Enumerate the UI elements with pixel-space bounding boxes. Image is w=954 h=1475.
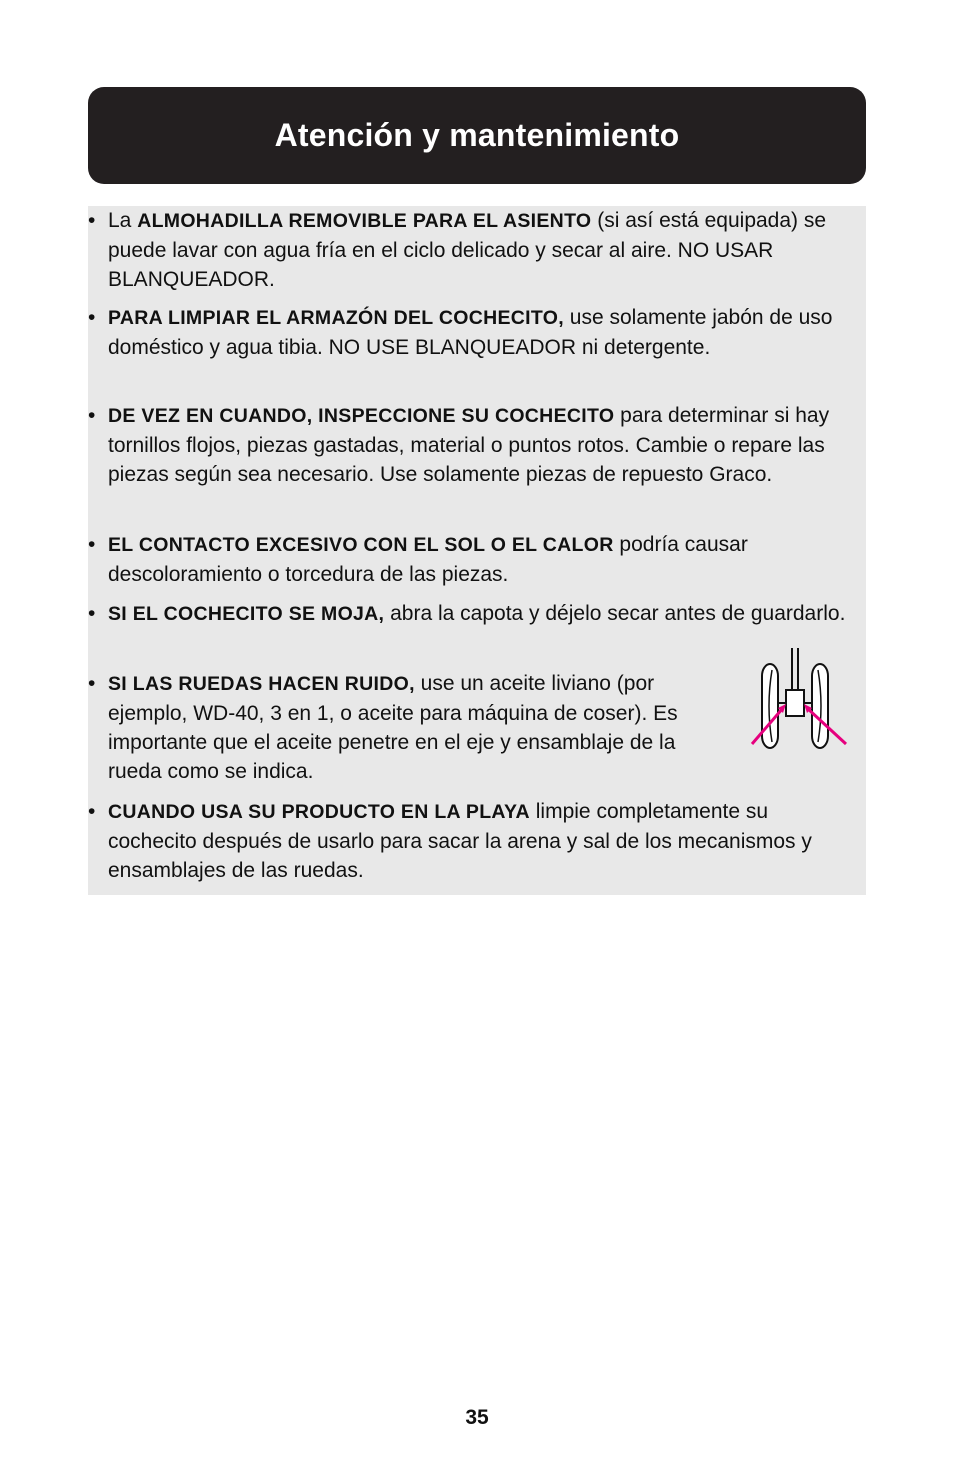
item-prefix: La (108, 209, 138, 232)
bullet: • (88, 602, 96, 625)
stroller-wheel-icon (750, 648, 850, 752)
item-heading: ALMOHADILLA REMOVIBLE PARA EL ASIENTO (137, 210, 592, 232)
list-item (88, 797, 858, 885)
item-text: abra la capota y déjelo secar antes de guardarlo. (384, 602, 846, 625)
bullet: • (88, 672, 96, 695)
bullet: • (88, 306, 96, 329)
list-item (88, 303, 848, 362)
bullet: • (88, 533, 96, 556)
bullet: • (88, 209, 96, 232)
item-text: use solamente jabón de uso doméstico y agua tibia. NO USE BLANQUEADOR ni detergente. (108, 306, 833, 359)
bullet: • (88, 800, 96, 823)
item-text: limpie completamente su cochecito después de usarlo para sacar la arena y sal de los mecanismos y ensamblajes de las ruedas. (108, 800, 812, 882)
list-item (88, 530, 866, 589)
care-instructions-box (88, 206, 866, 895)
item-heading: PARA LIMPIAR EL ARMAZÓN DEL COCHECITO, (108, 307, 564, 329)
item-heading: SI LAS RUEDAS HACEN RUIDO, (108, 673, 415, 695)
section-header (88, 87, 866, 184)
item-text: podría causar descoloramiento o torcedura de las piezas. (108, 533, 748, 586)
list-item (88, 599, 858, 629)
bullet: • (88, 404, 96, 427)
list-item (88, 206, 848, 294)
item-heading: SI EL COCHECITO SE MOJA, (108, 603, 385, 625)
list-item (88, 669, 716, 786)
item-heading: EL CONTACTO EXCESIVO CON EL SOL O EL CALOR (108, 534, 614, 556)
list-item (88, 401, 866, 489)
item-heading: DE VEZ EN CUANDO, INSPECCIONE SU COCHECITO (108, 405, 615, 427)
page-number: 35 (465, 1406, 489, 1429)
item-text: para determinar si hay tornillos flojos, piezas gastadas, material o puntos rotos. Cambie o repare las piezas según sea necesario. Use solamente piezas de repuesto Graco. (108, 404, 830, 486)
item-text: (si así está equipada) se puede lavar con agua fría en el ciclo delicado y secar al aire. NO USAR BLANQUEADOR. (108, 209, 827, 291)
page-title: Atención y mantenimiento (274, 117, 680, 153)
item-text: use un aceite liviano (por ejemplo, WD-40, 3 en 1, o aceite para máquina de coser). Es importante que el aceite penetre en el eje y ensamblaje de la rueda como se indica. (108, 672, 678, 783)
item-heading: CUANDO USA SU PRODUCTO EN LA PLAYA (108, 801, 530, 823)
